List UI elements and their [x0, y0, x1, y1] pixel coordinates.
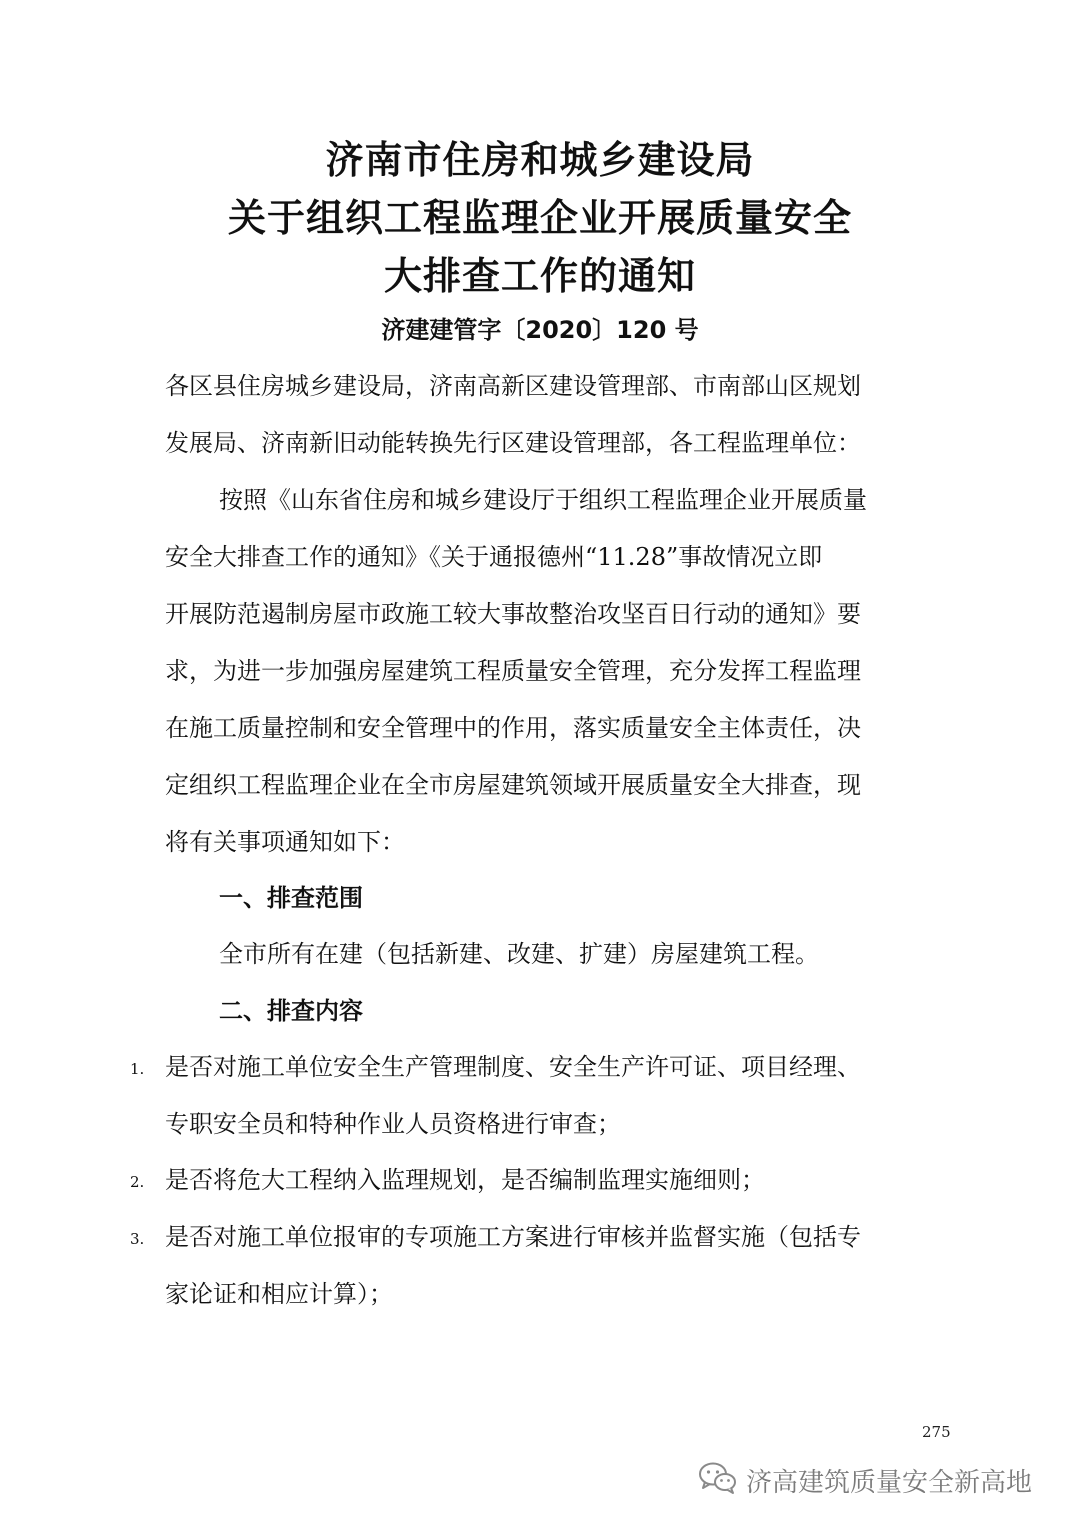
list-item-3-line-1: 是否对施工单位报审的专项施工方案进行审核并监督实施（包括专 — [165, 1223, 861, 1251]
intro-line-1: 按照《山东省住房和城乡建设厅于组织工程监理企业开展质量 — [219, 486, 867, 514]
list-item-number: 1. — [130, 1060, 145, 1078]
page-number: 275 — [922, 1423, 951, 1441]
watermark-text: 济高建筑质量安全新高地 — [746, 1467, 1033, 1498]
title-line-3: 大排查工作的通知 — [383, 254, 696, 298]
intro-line-4: 求，为进一步加强房屋建筑工程质量安全管理，充分发挥工程监理 — [165, 657, 861, 685]
wechat-icon — [698, 1461, 738, 1499]
intro-line-6: 定组织工程监理企业在全市房屋建筑领域开展质量安全大排查，现 — [165, 771, 861, 799]
list-item-1-line-2: 专职安全员和特种作业人员资格进行审查； — [165, 1110, 621, 1138]
intro-line-2: 安全大排查工作的通知》《关于通报德州“11.28”事故情况立即 — [165, 543, 823, 571]
section-1-heading: 一、排查范围 — [219, 884, 363, 912]
intro-line-5: 在施工质量控制和安全管理中的作用，落实质量安全主体责任，决 — [165, 714, 861, 742]
intro-line-3: 开展防范遏制房屋市政施工较大事故整治攻坚百日行动的通知》要 — [165, 600, 861, 628]
section-1-text: 全市所有在建（包括新建、改建、扩建）房屋建筑工程。 — [219, 940, 819, 968]
list-item-3-line-2: 家论证和相应计算）； — [165, 1280, 393, 1308]
list-item-2-line-1: 是否将危大工程纳入监理规划，是否编制监理实施细则； — [165, 1166, 765, 1194]
watermark — [698, 1458, 1032, 1502]
addressee-line-1: 各区县住房城乡建设局，济南高新区建设管理部、市南部山区规划 — [165, 372, 861, 400]
list-item-number: 2. — [130, 1173, 145, 1191]
list-item-1-line-1: 是否对施工单位安全生产管理制度、安全生产许可证、项目经理、 — [165, 1053, 861, 1081]
section-2-heading: 二、排查内容 — [219, 997, 363, 1025]
addressee-line-2: 发展局、济南新旧动能转换先行区建设管理部，各工程监理单位： — [165, 429, 861, 457]
list-item-number: 3. — [130, 1230, 145, 1248]
document-number: 济建建管字〔2020〕120 号 — [381, 316, 699, 344]
title-line-2: 关于组织工程监理企业开展质量安全 — [227, 196, 852, 240]
title-line-1: 济南市住房和城乡建设局 — [325, 138, 755, 182]
intro-line-7: 将有关事项通知如下： — [165, 828, 405, 856]
